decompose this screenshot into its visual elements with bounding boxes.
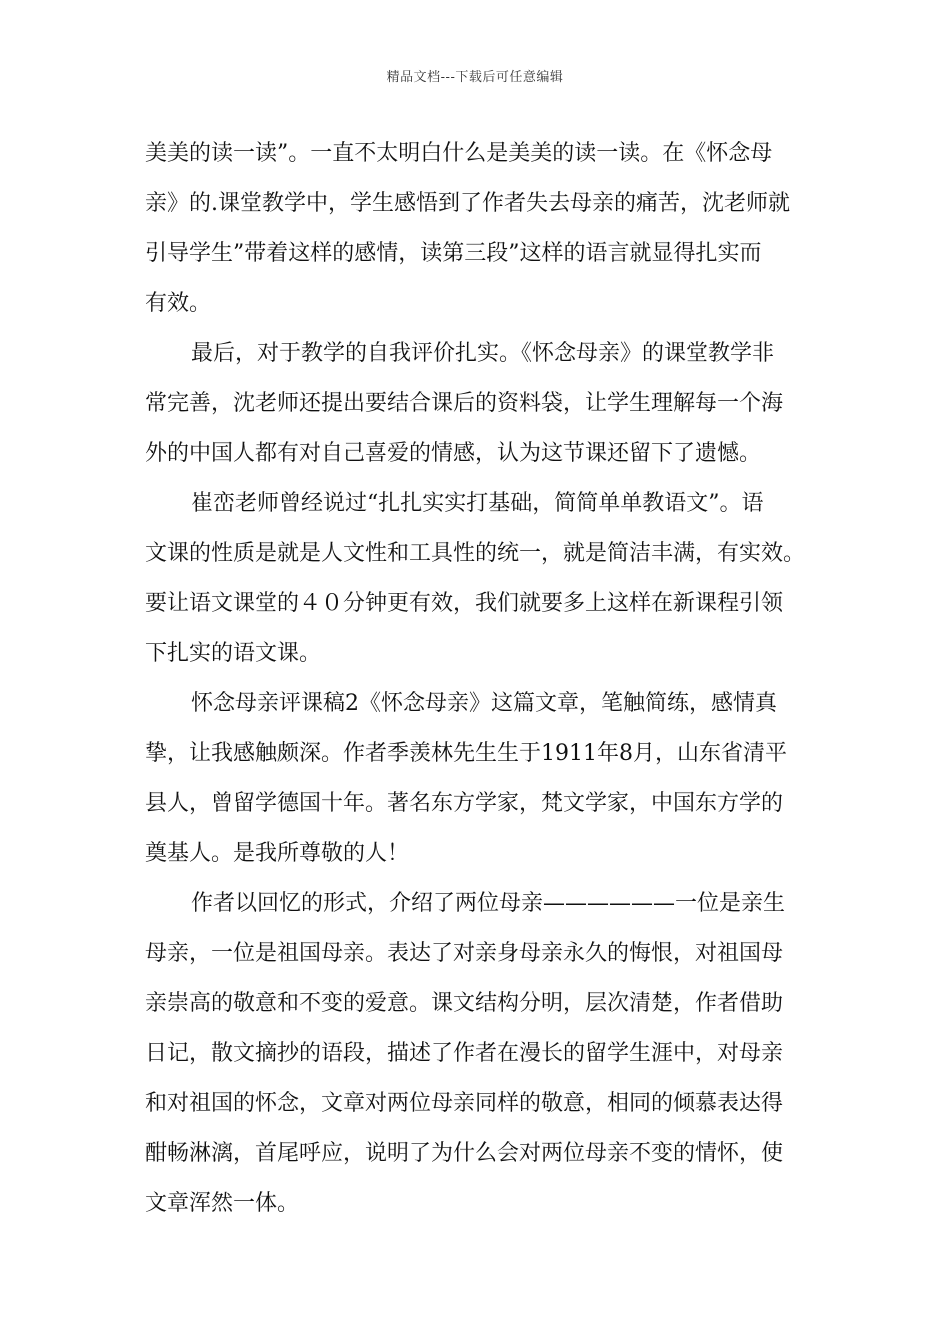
paragraph-start-line: 崔峦老师曾经说过“扎扎实实打基础，简简单单教语文”。语 [191,491,764,516]
text-line: 挚，让我感触颇深。作者季羡林先生生于1911年8月，山东省清平 [145,741,787,766]
text-line: 亲》的.课堂教学中，学生感悟到了作者失去母亲的痛苦，沈老师就 [145,191,790,216]
text-line: 要让语文课堂的４０分钟更有效，我们就要多上这样在新课程引领 [145,591,784,616]
text-line: 文章浑然一体。 [145,1191,300,1216]
text-line: 文课的性质是就是人文性和工具性的统一，就是简洁丰满，有实效。 [145,541,806,566]
text-line: 日记，散文摘抄的语段，描述了作者在漫长的留学生涯中，对母亲 [145,1041,784,1066]
text-line: 奠基人。是我所尊敬的人！ [145,841,410,866]
text-line: 酣畅淋漓，首尾呼应，说明了为什么会对两位母亲不变的情怀，使 [145,1141,784,1166]
paragraph-start-line: 作者以回忆的形式，介绍了两位母亲——————一位是亲生 [191,891,786,916]
page-header: 精品文档---下载后可任意编辑 [386,70,564,85]
text-line: 县人，曾留学德国十年。著名东方学家，梵文学家，中国东方学的 [145,791,784,816]
document-body [145,129,809,1229]
text-line: 美美的读一读”。一直不太明白什么是美美的读一读。在《怀念母 [145,141,773,166]
text-line: 亲崇高的敬意和不变的爱意。课文结构分明，层次清楚，作者借助 [145,991,784,1016]
paragraph-start-line: 怀念母亲评课稿2《怀念母亲》这篇文章，笔触简练，感情真 [191,691,777,716]
text-line: 外的中国人都有对自己喜爱的情感，认为这节课还留下了遗憾。 [145,441,762,466]
text-line: 母亲，一位是祖国母亲。表达了对亲身母亲永久的悔恨，对祖国母 [145,941,784,966]
paragraph-start-line: 最后，对于教学的自我评价扎实。《怀念母亲》的课堂教学非 [191,341,775,366]
text-line: 和对祖国的怀念，文章对两位母亲同样的敬意，相同的倾慕表达得 [145,1091,784,1116]
text-line: 下扎实的语文课。 [145,641,322,666]
text-line: 常完善，沈老师还提出要结合课后的资料袋，让学生理解每一个海 [145,391,784,416]
text-line: 引导学生”带着这样的感情，读第三段”这样的语言就显得扎实而 [145,241,762,266]
text-line: 有效。 [145,291,212,316]
